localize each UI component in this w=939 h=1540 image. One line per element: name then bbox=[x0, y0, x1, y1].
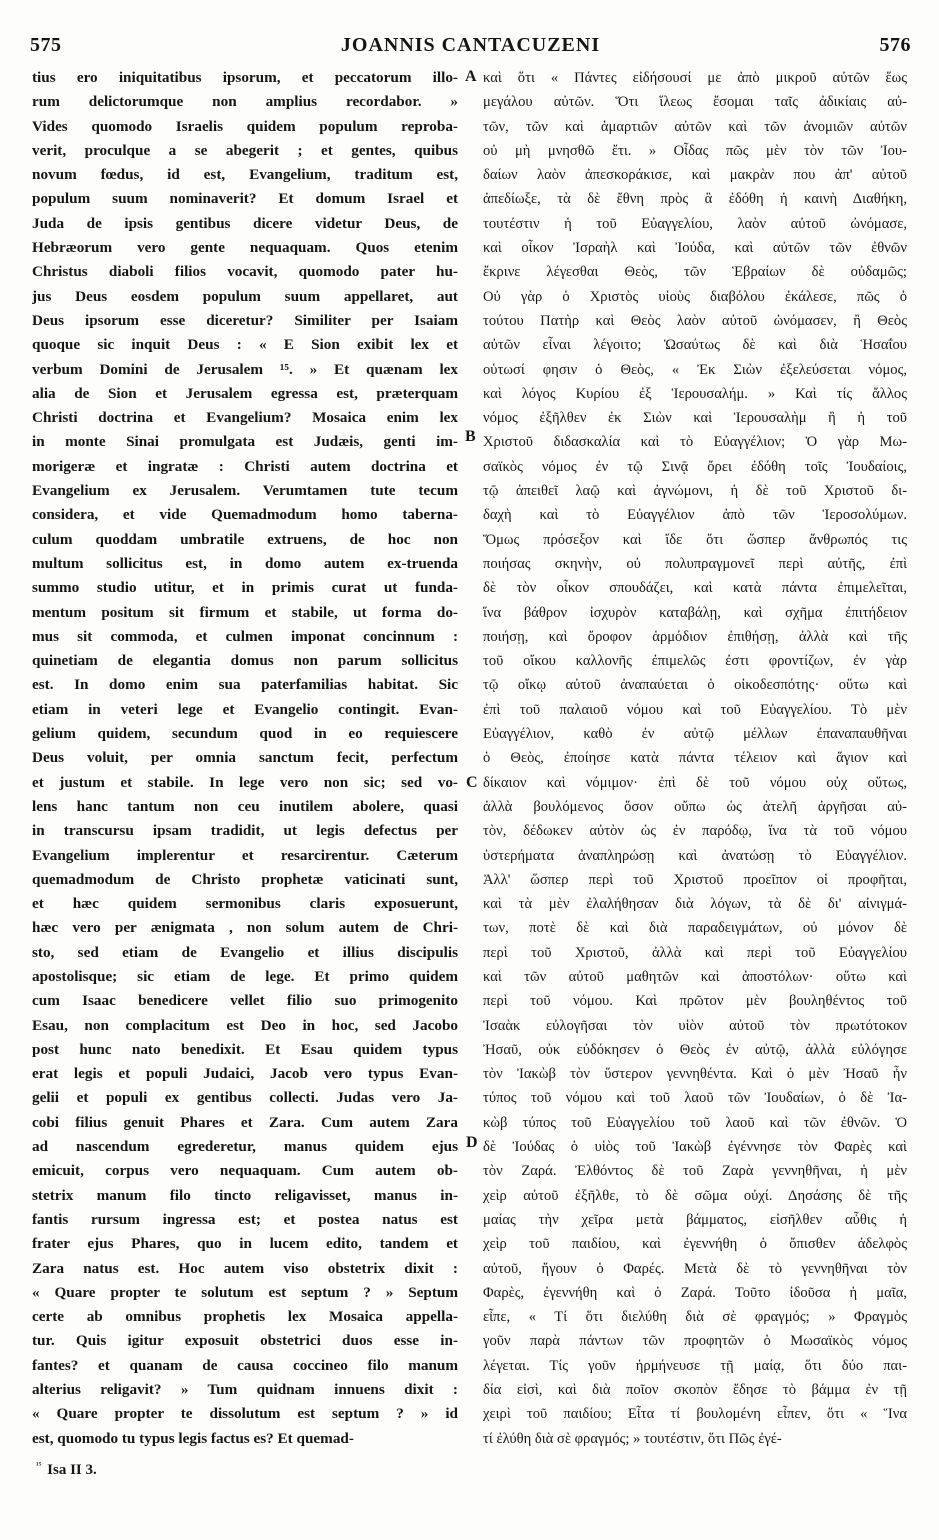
latin-text-line: Zara natus est. Hoc autem viso obstetrix dixit : bbox=[32, 1259, 458, 1277]
margin-marker-d: D bbox=[466, 1134, 478, 1151]
latin-text-line: et hæc quidem sermonibus claris exposuerunt, bbox=[32, 895, 458, 913]
latin-text-line: etiam in veteri lege et Evangelio contingit. Evan- bbox=[32, 700, 458, 718]
latin-text-line: gelii et populi ex gentibus collecti. Judas vero Ja- bbox=[32, 1089, 458, 1107]
latin-text-line: certe ab omnibus prophetis lex Mosaica appella- bbox=[32, 1308, 458, 1326]
latin-text-line: verit, proculque a se abegerit ; et gentes, quibus bbox=[32, 141, 458, 159]
greek-text-line: καὶ τῶν αὐτοῦ μαθητῶν καὶ ἀποστόλων· οὕτω καὶ bbox=[483, 968, 907, 985]
latin-text-line: Deus ipsorum esse diceretur? Similiter per Isaiam bbox=[32, 311, 458, 329]
greek-text-line: τὸν Ἰακὼβ τὸν ὕστερον γεννηθέντα. Καὶ ὁ μὲν Ἠσαῦ ἦν bbox=[483, 1066, 907, 1083]
latin-text-line: in monte Sinai promulgata est Judæis, genti im- bbox=[32, 433, 458, 451]
greek-text-line: δὲ τὸν οἶκον σπουδάζει, καὶ κατὰ πάντα ἐπιμελεῖται, bbox=[483, 580, 907, 597]
greek-text-line: δαχὴ καὶ τὸ Εὐαγγέλιον ἀπὸ τῶν Ἱεροσολύμων. bbox=[483, 507, 907, 524]
latin-text-line: Hebræorum vero gente nequaquam. Quos etenim bbox=[32, 239, 458, 257]
latin-text-line: Deus voluit, per omnia sanctum fecit, perfectum bbox=[32, 749, 458, 767]
running-header bbox=[30, 34, 911, 64]
greek-text-line: καὶ λόγος Κυρίου ἐξ Ἱερουσαλήμ. » Καὶ τίς ἄλλος bbox=[483, 385, 907, 402]
greek-text-line: Ἰσαὰκ εὐλογῆσαι τὸν υἱὸν αὐτοῦ τὸν πρωτότοκον bbox=[483, 1017, 907, 1034]
latin-text-line: Evangelium implerentur et resarcirentur. Cæterum bbox=[32, 846, 458, 864]
greek-text-line: Ἀλλ' ὥσπερ περὶ τοῦ Χριστοῦ προεῖπον οἱ προφῆται, bbox=[483, 871, 907, 888]
margin-marker-b: B bbox=[465, 428, 476, 445]
greek-text-line: Εὐαγγέλιον, καθὸ ἐν αὐτῷ μέλλων ἐπαναπαυθῆναι bbox=[483, 726, 907, 743]
latin-text-line: rum delictorumque non amplius recordabor. » bbox=[32, 93, 458, 111]
latin-text-line: erat legis et populi Judaici, Jacob vero typus Evan- bbox=[32, 1065, 458, 1083]
latin-text-line: morigeræ et ingratæ : Christi autem doctrina et bbox=[32, 457, 458, 475]
greek-text-line: ὁ Θεὸς, ἐποίησε κατὰ πάντα τέλειον καὶ ἅγιον καὶ bbox=[483, 750, 907, 767]
greek-text-line: ἀπεδίωξε, τὰ δὲ ἔθνη πρὸς ἃ ἐδόθη ἡ καινὴ Διαθήκη, bbox=[483, 191, 907, 208]
latin-text-line: Evangelium ex Jerusalem. Verumtamen tute tecum bbox=[32, 482, 458, 500]
latin-text-line: Christi doctrina et Evangelium? Mosaica enim lex bbox=[32, 409, 458, 427]
page-number-left: 575 bbox=[30, 34, 62, 56]
latin-text-line: « Quare propter te solutum est septum ? » Septum bbox=[32, 1283, 458, 1301]
latin-text-line: emicuit, corpus vero nequaquam. Cum autem ob- bbox=[32, 1162, 458, 1180]
latin-text-line: multum sollicitus est, in domo autem ex-truenda bbox=[32, 554, 458, 572]
latin-text-line: hæc vero per ænigmata , non solum autem de Chri- bbox=[32, 919, 458, 937]
greek-text-line: δαίων λαὸν ἀπεσκοράκισε, καὶ μακρὰν που ἀπ' αὐτοῦ bbox=[483, 167, 907, 184]
greek-text-line: αὐτοῦ, ἤγουν ὁ Φαρές. Μετὰ δὲ τὸ γεννηθῆναι τὸν bbox=[483, 1260, 907, 1277]
greek-text-line: των, ποτὲ δὲ καὶ διὰ παραδειγμάτων, οὐ μόνον δὲ bbox=[483, 920, 907, 937]
greek-text-line: χεὶρ αὐτοῦ ἐξῆλθε, τὸ δὲ σῶμα οὐχί. Δησάσης δὲ τῆς bbox=[483, 1187, 907, 1204]
latin-text-line: fantis rursum ingressa est; et postea natus est bbox=[32, 1210, 458, 1228]
latin-text-line: Esau, non complacitum est Deo in hoc, sed Jacobo bbox=[32, 1016, 458, 1034]
greek-text-line: τούτου Πατὴρ καὶ Θεὸς λαὸν αὐτοῦ ὠνόμασεν, ἢ Θεὸς bbox=[483, 312, 907, 329]
latin-text-line: stetrix manum filo tincto religavisset, manus in- bbox=[32, 1186, 458, 1204]
latin-text-line: tius ero iniquitatibus ipsorum, et peccatorum illo- bbox=[32, 69, 458, 86]
latin-text-line: frater ejus Phares, quo in lucem edito, tandem et bbox=[32, 1235, 458, 1253]
greek-text-line: τουτέστιν ἡ τοῦ Εὐαγγελίου, λαὸν αὐτοῦ ὠνόμασε, bbox=[483, 215, 907, 232]
greek-text-line: τὸν Ζαρά. Ἐλθόντος δὲ τοῦ Ζαρὰ γεννηθῆναι, ἡ μὲν bbox=[483, 1163, 907, 1180]
latin-text-line: considera, et vide Quemadmodum homo taberna- bbox=[32, 506, 458, 524]
greek-text-line: εἶπε, « Τί ὅτι διελύθη διὰ σὲ φραγμός; » Φραγμὸς bbox=[483, 1309, 907, 1326]
latin-text-line: sto, sed etiam de Evangelio et illius discipulis bbox=[32, 943, 458, 961]
greek-text-line: τῷ οἴκῳ αὐτοῦ ἀναπαύεται ὁ οἰκοδεσπότης· οὕτω καὶ bbox=[483, 677, 907, 694]
latin-text-line: alia de Sion et Jerusalem egressa est, præterquam bbox=[32, 384, 458, 402]
latin-text-line: Juda de ipsis gentibus dicere videtur Deus, de bbox=[32, 214, 458, 232]
greek-text-line: ἔκρινε λέγεσθαι Θεὸς, τῶν Ἑβραίων δὲ οὐδαμῶς; bbox=[483, 264, 907, 281]
latin-text-line: Christus diaboli filios vocavit, quomodo pater hu- bbox=[32, 263, 458, 281]
latin-text-line: ad nascendum egrederetur, manus quidem ejus bbox=[32, 1138, 458, 1156]
latin-text-line: cum Isaac benedicere vellet filio suo primogenito bbox=[32, 992, 458, 1010]
footnote-mark: ¹⁵ bbox=[36, 1460, 42, 1470]
greek-text-line: τί ἐλύθη διὰ σὲ φραγμός; » τουτέστιν, ὅτι Πῶς ἐγέ- bbox=[483, 1430, 782, 1447]
greek-text-line: ὑστερήματα ἀναπληρώσῃ καὶ ἀνατώσῃ τὸ Εὐαγγέλιον. bbox=[483, 847, 907, 864]
greek-text-line: Ἠσαῦ, οὐκ εὐδόκησεν ὁ Θεὸς ἐν αὐτῷ, ἀλλὰ εὐλόγησε bbox=[483, 1041, 907, 1058]
greek-text-line: νόμος ἐξῆλθεν ἐκ Σιὼν καὶ Ἱερουσαλὴμ ἢ ἡ τοῦ bbox=[483, 410, 907, 427]
margin-marker-c: C bbox=[466, 774, 478, 791]
greek-text-line: ἵνα βάθρον ἰσχυρὸν καταβάλῃ, καὶ σχῆμα ἐπιτήδειον bbox=[483, 604, 907, 621]
greek-text-line: περὶ τοῦ νόμου. Καὶ πρῶτον μὲν βουληθέντος τοῦ bbox=[483, 993, 907, 1010]
greek-text-line: γοῦν παρὰ πάντων τῶν προφητῶν ὁ Μωσαϊκὸς νόμος bbox=[483, 1333, 907, 1350]
greek-text-line: τῷ ἀπειθεῖ λαῷ καὶ ἀγνώμονι, ἡ δὲ τοῦ Χριστοῦ δι- bbox=[483, 483, 907, 500]
greek-text-line: οὐ μὴ μνησθῶ ἔτι. » Οἶδας πῶς μὲν τὸν τῶν Ἰου- bbox=[483, 142, 907, 159]
greek-text-line: δίκαιον καὶ νόμιμον· ἐπὶ δὲ τοῦ νόμου οὐχ οὕτως, bbox=[483, 774, 907, 791]
greek-text-line: καὶ ὅτι « Πάντες εἰδήσουσί με ἀπὸ μικροῦ αὐτῶν ἕως bbox=[483, 70, 907, 86]
greek-text-line: τὸν, δέδωκεν αὐτὸν ὡς ἐν παρόδῳ, ἵνα τὰ τοῦ νόμου bbox=[483, 823, 907, 840]
latin-text-line: est. In domo enim sua paterfamilias habitat. Sic bbox=[32, 676, 458, 694]
latin-text-line: post hunc nato benedixit. Et Esau quidem typus bbox=[32, 1040, 458, 1058]
greek-text-line: Ὅμως πρόσεξον καὶ ἴδε ὅτι ὥσπερ ἄνθρωπός τις bbox=[483, 531, 907, 548]
latin-text-line: quoque sic inquit Deus : « E Sion exibit lex et bbox=[32, 336, 458, 354]
greek-text-line: τῶν, τῶν καὶ ἁμαρτιῶν αὐτῶν καὶ τῶν ἀνομιῶν αὐτῶν bbox=[483, 118, 907, 135]
latin-text-line: est, quomodo tu typus legis factus es? Et quemad- bbox=[32, 1429, 354, 1447]
greek-text-line: τοῦ οἴκου καλλονῆς ἐπιμελῶς ἐστι φροντίζων, ἐν γὰρ bbox=[483, 653, 907, 670]
greek-text-line: καὶ οἶκον Ἰσραὴλ καὶ Ἰούδα, καὶ αὐτῶν τῶν ἐθνῶν bbox=[483, 240, 907, 257]
latin-text-line: mentum positum sit firmum et stabile, ut forma do- bbox=[32, 603, 458, 621]
greek-text-line: καὶ τὰ μὲν ἐλαλήθησαν διὰ λόγων, τὰ δὲ δι' αἰνιγμά- bbox=[483, 896, 907, 913]
latin-text-line: populum suum nominaverit? Et domum Israel et bbox=[32, 190, 458, 208]
greek-text-line: μαίας τὴν χεῖρα μετὰ βάμματος, εἰσῆλθεν αὖθις ἡ bbox=[483, 1211, 907, 1228]
greek-column bbox=[483, 66, 907, 1451]
greek-text-line: λέγεται. Τίς γοῦν ἡρμήνευσε τῇ μαίᾳ, ὅτι δύο παι- bbox=[483, 1357, 907, 1374]
greek-text-line: μεγάλου αὐτῶν. Ὅτι ἵλεως ἔσομαι ταῖς ἀδικίαις αὐ- bbox=[483, 94, 907, 111]
latin-text-line: alterius religavit? » Tum quidnam innuens dixit : bbox=[32, 1381, 458, 1399]
running-title: JOANNIS CANTACUZENI bbox=[340, 34, 601, 56]
latin-text-line: verbum Domini de Jerusalem ¹⁵. » Et quænam lex bbox=[32, 360, 458, 378]
margin-marker-a: A bbox=[465, 68, 477, 85]
greek-text-line: οὑτωσί φησιν ὁ Θεὸς, « Ἐκ Σιὼν ἐξελεύσεται νόμος, bbox=[483, 361, 907, 378]
greek-text-line: περὶ τοῦ Χριστοῦ, ἀλλὰ καὶ περὶ τοῦ Εὐαγγελίου bbox=[483, 944, 907, 961]
latin-text-line: cobi filius genuit Phares et Zara. Cum autem Zara bbox=[32, 1113, 458, 1131]
greek-text-line: ποιήσας σκηνὴν, οὐ πολυπραγμονεῖ περὶ αὐτῆς, ἐπὶ bbox=[483, 555, 907, 572]
greek-text-line: Χριστοῦ διδασκαλία καὶ τὸ Εὐαγγέλιον; Ὁ γὰρ Μω- bbox=[483, 434, 907, 451]
footnote bbox=[36, 1460, 97, 1479]
latin-text-line: quinetiam de elegantia domus non parum sollicitus bbox=[32, 652, 458, 670]
latin-text-line: summo studio utitur, et in primis curat ut funda- bbox=[32, 579, 458, 597]
latin-text-line: fantes? et quanam de causa coccineo filo manum bbox=[32, 1356, 458, 1374]
greek-text-line: δὲ Ἰούδας ὁ υἱὸς τοῦ Ἰακὼβ ἐγέννησε τὸν Φαρὲς καὶ bbox=[483, 1139, 907, 1156]
greek-text-line: χεὶρ τοῦ παιδίου, καὶ ἐγεννήθη ὁ ὄπισθεν ἀδελφὸς bbox=[483, 1236, 907, 1253]
latin-text-line: tur. Quis igitur exposuit obstetrici duos esse in- bbox=[32, 1332, 458, 1350]
latin-text-line: gelium quidem, secundum quod in eo requiescere bbox=[32, 725, 458, 743]
greek-text-line: κὼβ τύπος τοῦ Εὐαγγελίου τοῦ λαοῦ καὶ τῶν ἐθνῶν. Ὁ bbox=[483, 1114, 907, 1131]
latin-text-line: mus sit commoda, et culmen imponat concinnum : bbox=[32, 627, 458, 645]
greek-text-line: ἀλλὰ βουλόμενος ὅσον οὔπω ὡς ἀτελῆ ἀργῆσαι αὐ- bbox=[483, 798, 907, 815]
greek-text-line: αὐτῶν εἶναι λέγοιτο; Ὡσαύτως δὲ καὶ διὰ Ἡσαΐου bbox=[483, 337, 907, 354]
greek-text-line: Οὐ γὰρ ὁ Χριστὸς υἱοὺς διαβόλου ἐκάλεσε, πῶς ὁ bbox=[483, 288, 907, 305]
greek-text-line: Φαρὲς, ἐγεννήθη καὶ ὁ Ζαρά. Τοῦτο ἰδοῦσα ἡ μαῖα, bbox=[483, 1284, 907, 1301]
latin-text-line: jus Deus eosdem populum suum appellaret, aut bbox=[32, 287, 458, 305]
latin-text-line: et justum et stabile. In lege vero non sic; sed vo- bbox=[32, 773, 458, 791]
greek-text-line: σαϊκὸς νόμος ἐν τῷ Σινᾷ ὄρει ἐδόθη τοῖς Ἰουδαίοις, bbox=[483, 458, 907, 475]
latin-text-line: culum quoddam umbratile extruens, de hoc non bbox=[32, 530, 458, 548]
greek-text-line: χειρὶ τοῦ παιδίου; Εἶτα τί βουλομένη εἶπεν, ὅτι « Ἵνα bbox=[483, 1406, 907, 1423]
greek-text-line: τύπος τοῦ νόμου καὶ τοῦ λαοῦ τῶν Ἰουδαίων, ὁ δὲ Ἰα- bbox=[483, 1090, 907, 1107]
greek-text-line: ἐπὶ τοῦ παλαιοῦ νόμου καὶ τοῦ Εὐαγγελίου. Τὸ μὲν bbox=[483, 701, 907, 718]
footnote-text: Isa II 3. bbox=[47, 1462, 97, 1478]
greek-text-line: δία εἰσὶ, καὶ διὰ ποῖον σκοπὸν ἔδησε τὸ βάμμα ἐν τῇ bbox=[483, 1382, 907, 1399]
latin-column bbox=[32, 66, 458, 1451]
latin-text-line: apostolisque; sic etiam de lege. Et primo quidem bbox=[32, 967, 458, 985]
latin-text-line: novum fœdus, id est, Evangelium, traditum est, bbox=[32, 166, 458, 184]
latin-text-line: lens hanc tantum non ceu inutilem abolere, quasi bbox=[32, 797, 458, 815]
latin-text-line: « Quare propter te dissolutum est septum ? » id bbox=[32, 1405, 458, 1423]
greek-text-line: ποιήσῃ, καὶ ὄροφον ἁρμόδιον ἐπιθήσῃ, ἀλλὰ καὶ τῆς bbox=[483, 628, 907, 645]
page-number-right: 576 bbox=[879, 34, 911, 56]
latin-text-line: Vides quomodo Israelis quidem populum reproba- bbox=[32, 117, 458, 135]
latin-text-line: in transcursu ipsam tradidit, ut legis defectus per bbox=[32, 822, 458, 840]
latin-text-line: quemadmodum de Christo prophetæ vaticinati sunt, bbox=[32, 870, 458, 888]
